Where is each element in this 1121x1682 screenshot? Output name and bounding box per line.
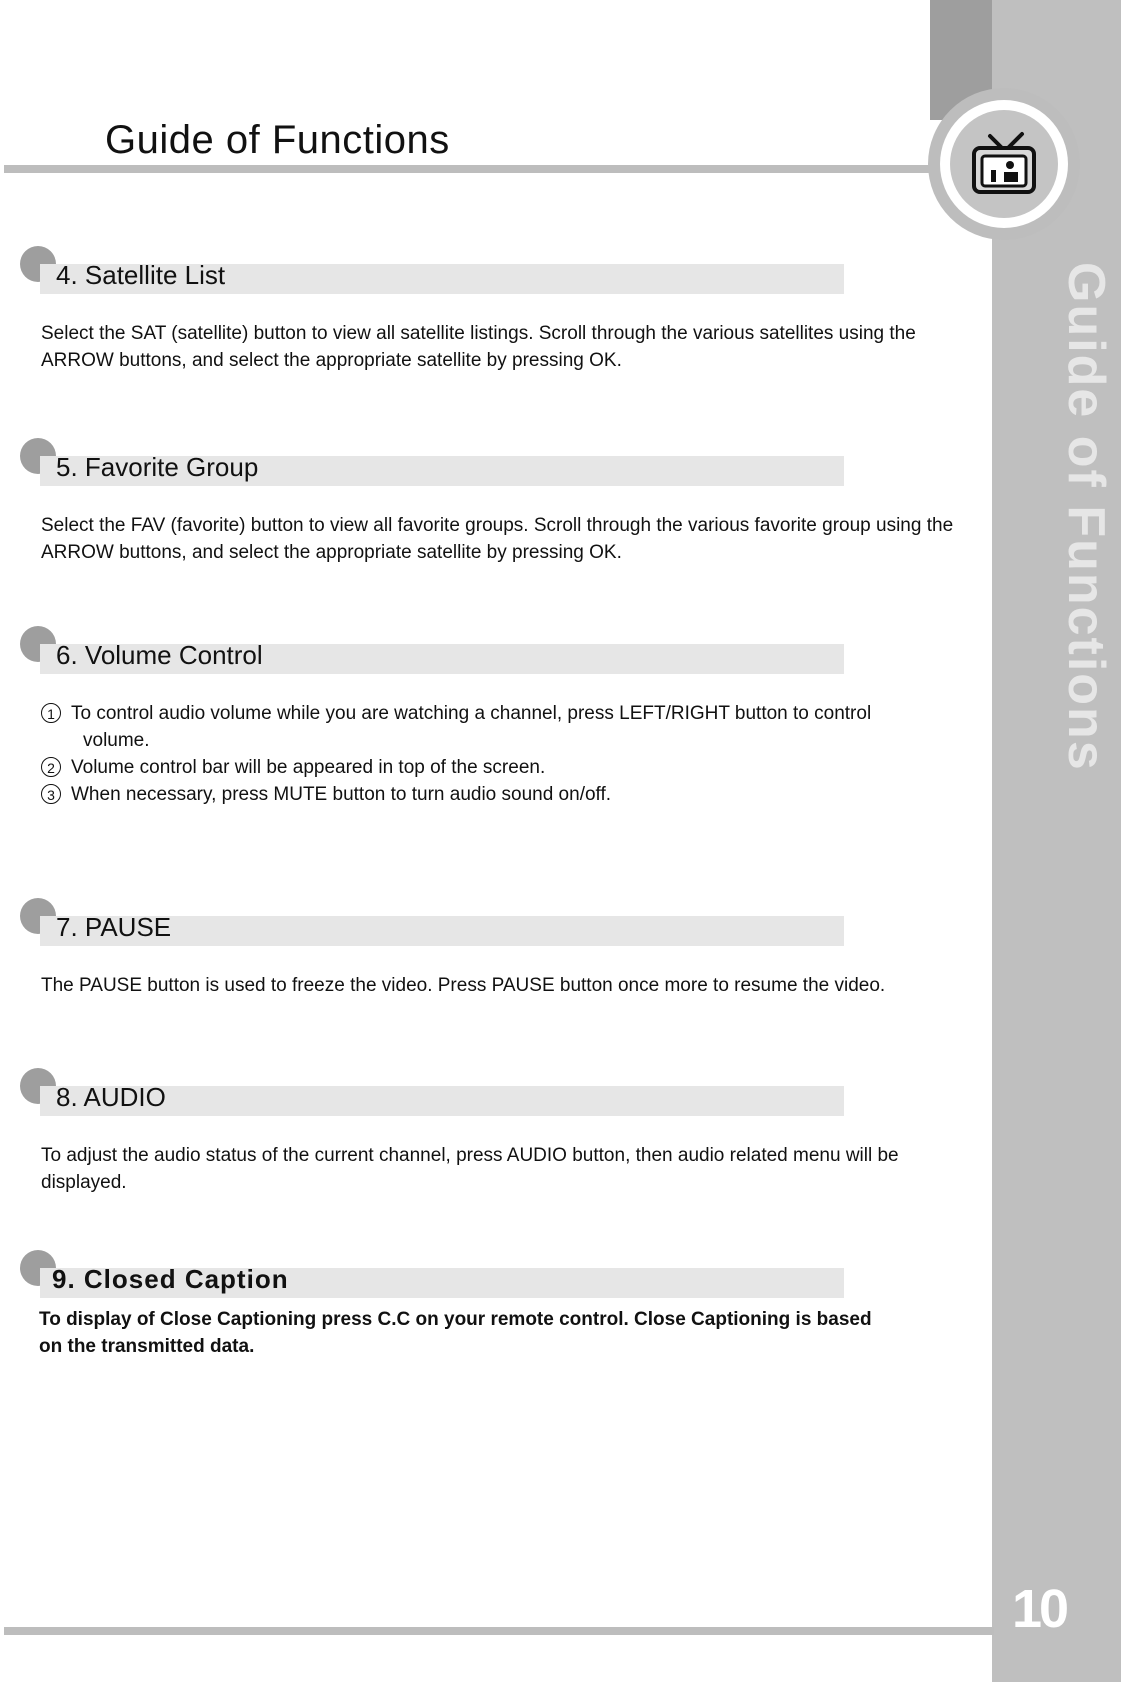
volume-steps bbox=[41, 700, 971, 808]
step-text: To control audio volume while you are watching a channel, press LEFT/RIGHT button to control bbox=[71, 703, 872, 724]
page-number: 10 bbox=[1012, 1579, 1067, 1639]
section-body: Select the FAV (favorite) button to view all favorite groups. Scroll through the various favorite group using the ARROW buttons, and select the appropriate satellite by pressing OK. bbox=[41, 515, 954, 563]
section-heading: 7. PAUSE bbox=[56, 912, 172, 942]
list-item bbox=[41, 700, 971, 727]
section-heading: 4. Satellite List bbox=[56, 260, 226, 290]
section-body: Select the SAT (satellite) button to view all satellite listings. Scroll through the various satellites using the ARROW buttons, and select the appropriate satellite by pressing OK. bbox=[41, 323, 916, 371]
step-text: Volume control bar will be appeared in top of the screen. bbox=[71, 757, 546, 778]
tv-icon bbox=[968, 128, 1040, 200]
top-divider bbox=[4, 165, 934, 173]
step-number: 2 bbox=[41, 757, 61, 777]
side-title: Guide of Functions bbox=[1057, 262, 1115, 772]
section-body: The PAUSE button is used to freeze the video. Press PAUSE button once more to resume the video. bbox=[41, 975, 886, 996]
section-heading: 9. Closed Caption bbox=[52, 1264, 289, 1294]
section-heading: 6. Volume Control bbox=[56, 640, 263, 670]
side-tab bbox=[992, 0, 1121, 1682]
section-body: To display of Close Captioning press C.C on your remote control. Close Captioning is based on the transmitted data. bbox=[39, 1309, 872, 1357]
list-item bbox=[41, 754, 971, 781]
bottom-divider bbox=[4, 1627, 994, 1635]
section-body: To adjust the audio status of the current channel, press AUDIO button, then audio related menu will be displayed. bbox=[41, 1145, 899, 1193]
list-item bbox=[41, 781, 971, 808]
page-title: Guide of Functions bbox=[105, 118, 450, 162]
step-number: 3 bbox=[41, 784, 61, 804]
list-item-continuation: volume. bbox=[83, 730, 150, 751]
section-heading: 8. AUDIO bbox=[56, 1082, 166, 1112]
section-heading: 5. Favorite Group bbox=[56, 452, 259, 482]
step-number: 1 bbox=[41, 703, 61, 723]
step-text: When necessary, press MUTE button to turn audio sound on/off. bbox=[71, 784, 612, 805]
